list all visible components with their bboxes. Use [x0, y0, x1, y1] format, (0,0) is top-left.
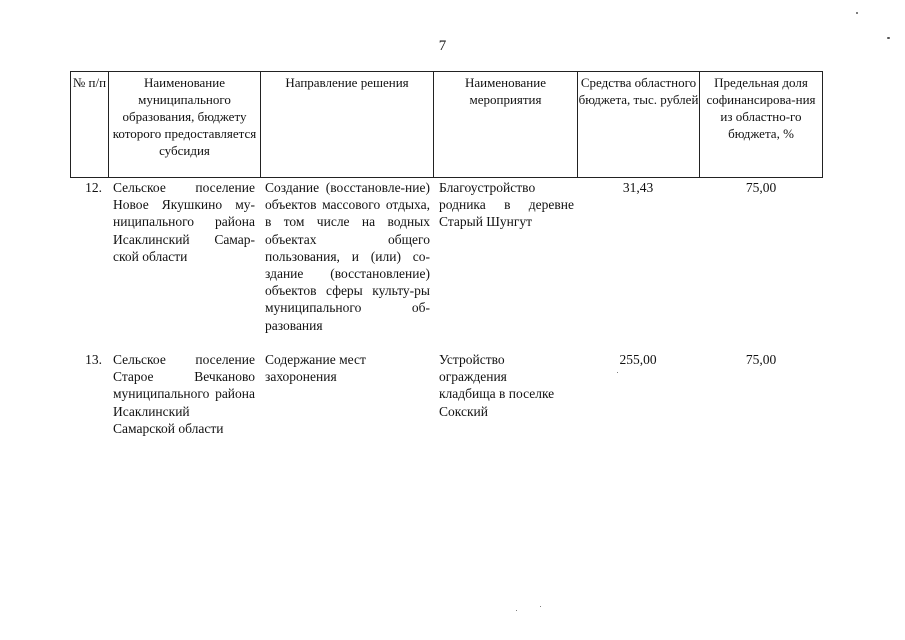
row-12-funds: 31,43 [622, 180, 654, 195]
row-12-share: 75,00 [745, 180, 777, 195]
row-12-direction: Создание (восстановле-ние) объектов массового отдыха, в том числе на водных объектах общего пользования, и (или) со-здание (восстановление) объектов сферы культу-ры муниципального об-разования [265, 180, 430, 333]
header-col-number: № п/п [70, 71, 108, 178]
row-12-number: 12. [85, 180, 102, 195]
row-12-municipality: Сельское поселение Новое Якушкино му-ниципального района Исаклинский Самар-ской области [113, 180, 255, 264]
scan-speck [856, 12, 858, 14]
scan-speck [516, 610, 517, 611]
scan-speck [540, 606, 541, 607]
page-number: 7 [438, 38, 447, 54]
row-12-event: Благоустройство родника в деревне Старый Шунгут [439, 180, 574, 230]
header-col-direction: Направление решения [260, 71, 433, 178]
header-col-funds: Средства областного бюджета, тыс. рублей [577, 71, 699, 178]
header-col-event: Наименование мероприятия [433, 71, 577, 178]
header-col-municipality: Наименование муниципального образования, бюджету которого предоставляется субсидия [108, 71, 260, 178]
row-13-number: 13. [85, 352, 102, 367]
row-13-municipality: Сельское поселение Старое Вечканово муниципального района Исаклинский Самарской области [113, 352, 255, 436]
row-13-direction: Содержание мест захоронения [265, 352, 366, 385]
row-13-funds: 255,00 [619, 352, 657, 367]
header-col-share: Предельная доля софинансирова-ния из областно-го бюджета, % [699, 71, 823, 178]
row-13-event: Устройство ограждения кладбища в поселке Сокский [439, 352, 555, 419]
scan-speck [617, 372, 618, 373]
row-13-share: 75,00 [745, 352, 777, 367]
scan-speck [887, 37, 890, 39]
